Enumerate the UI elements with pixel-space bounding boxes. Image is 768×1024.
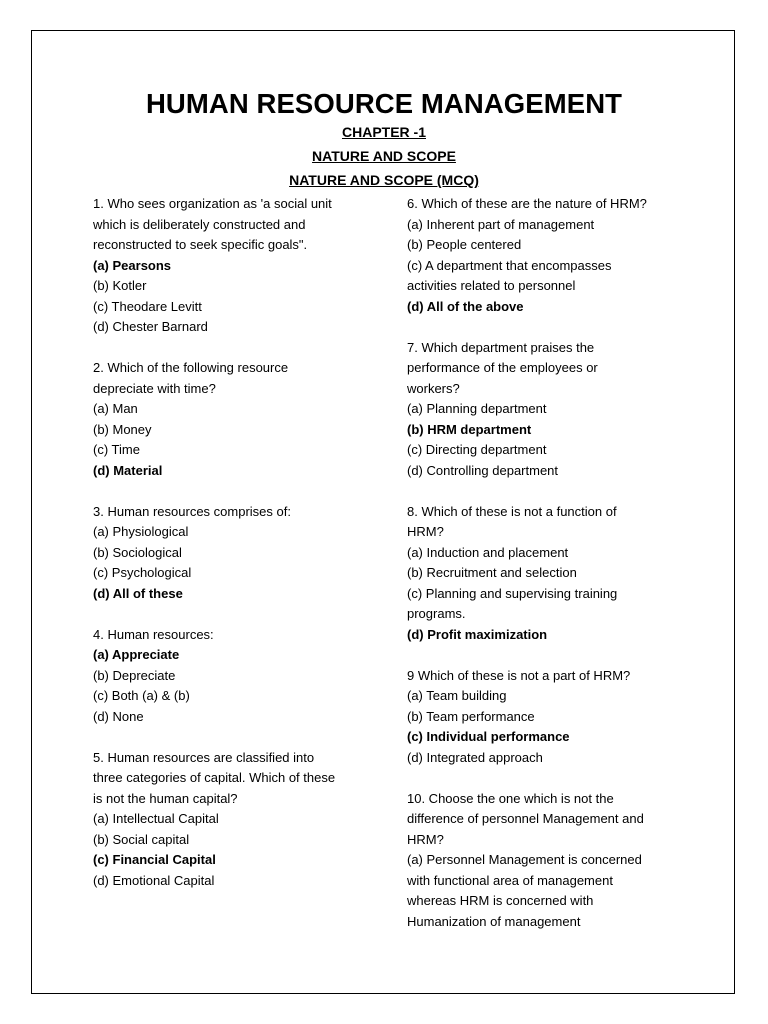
section-heading: NATURE AND SCOPE (MCQ) <box>289 172 479 188</box>
answer-option: (b) Depreciate <box>93 667 176 683</box>
question-block <box>93 502 393 605</box>
question-text: 4. Human resources: <box>93 626 214 642</box>
question-text: 8. Which of these is not a function of <box>407 503 617 519</box>
question-text: reconstructed to seek specific goals". <box>93 237 308 252</box>
answer-option: (a) Physiological <box>93 524 189 539</box>
chapter-heading: CHAPTER -1 <box>341 124 426 140</box>
question-block <box>407 338 697 482</box>
question-text: 1. Who sees organization as 'a social unit <box>93 196 332 211</box>
question-text: performance of the employees or <box>407 360 598 375</box>
answer-option: (a) Personnel Management is concerned <box>407 852 642 867</box>
correct-answer-option: (c) Financial Capital <box>93 852 216 867</box>
question-block <box>407 502 697 646</box>
question-block <box>407 194 697 317</box>
topic-heading: NATURE AND SCOPE <box>312 148 456 164</box>
answer-option: (c) Psychological <box>93 565 192 580</box>
question-text: which is deliberately constructed and <box>93 216 306 232</box>
answer-option: (c) Both (a) & (b) <box>93 688 190 703</box>
answer-option: (a) Team building <box>407 688 507 703</box>
answer-option: (a) Planning department <box>407 401 547 416</box>
question-text: HRM? <box>407 831 444 847</box>
answer-option: (b) Money <box>93 421 152 437</box>
question-text: 7. Which department praises the <box>407 339 595 355</box>
correct-answer-option: (a) Appreciate <box>93 647 180 662</box>
answer-option: (d) Controlling department <box>407 462 559 478</box>
question-block <box>93 625 393 728</box>
question-text: 3. Human resources comprises of: <box>93 503 291 519</box>
left-question-column <box>93 194 393 912</box>
question-text: difference of personnel Management and <box>407 811 644 826</box>
question-block <box>93 194 393 338</box>
answer-option: (b) People centered <box>407 237 522 252</box>
answer-option: (b) Recruitment and selection <box>407 565 577 580</box>
answer-option: (d) Chester Barnard <box>93 319 208 334</box>
answer-option: (a) Inherent part of management <box>407 216 595 232</box>
answer-option: (a) Man <box>93 401 138 416</box>
correct-answer-option: (b) HRM department <box>407 421 532 437</box>
answer-option: (a) Intellectual Capital <box>93 811 219 826</box>
question-text: 6. Which of these are the nature of HRM? <box>407 196 647 211</box>
correct-answer-option: (c) Individual performance <box>407 729 570 744</box>
correct-answer-option: (d) Material <box>93 462 163 478</box>
answer-option: (c) A department that encompasses <box>407 257 612 273</box>
question-text: depreciate with time? <box>93 380 216 396</box>
question-block <box>407 789 697 933</box>
correct-answer-option: (d) All of these <box>93 585 183 601</box>
answer-option: (c) Directing department <box>407 442 547 457</box>
answer-option: (d) Emotional Capital <box>93 872 215 888</box>
answer-option: (c) Time <box>93 442 140 457</box>
answer-option: (a) Induction and placement <box>407 544 569 560</box>
answer-option: (d) Integrated approach <box>407 749 543 765</box>
answer-option: (c) Theodare Levitt <box>93 298 202 314</box>
answer-option: programs. <box>407 606 466 621</box>
answer-option: (b) Kotler <box>93 278 147 293</box>
question-block <box>407 666 697 769</box>
answer-option: Humanization of management <box>407 913 581 929</box>
question-block <box>93 358 393 481</box>
question-text: 9 Which of these is not a part of HRM? <box>407 667 631 683</box>
answer-option: (b) Sociological <box>93 544 182 560</box>
answer-option: whereas HRM is concerned with <box>407 893 594 908</box>
answer-option: with functional area of management <box>407 872 613 888</box>
document-title: HUMAN RESOURCE MANAGEMENT <box>145 88 623 119</box>
answer-option: activities related to personnel <box>407 278 576 293</box>
question-block <box>93 748 393 892</box>
question-text: three categories of capital. Which of these <box>93 770 336 785</box>
answer-option: (d) None <box>93 708 144 724</box>
question-text: is not the human capital? <box>93 790 238 806</box>
right-question-column <box>407 194 697 953</box>
answer-option: (b) Social capital <box>93 831 190 847</box>
question-text: HRM? <box>407 524 444 539</box>
correct-answer-option: (a) Pearsons <box>93 257 172 273</box>
question-text: 5. Human resources are classified into <box>93 749 315 765</box>
answer-option: (c) Planning and supervising training <box>407 585 618 601</box>
correct-answer-option: (d) All of the above <box>407 298 524 314</box>
correct-answer-option: (d) Profit maximization <box>407 626 548 642</box>
question-text: 10. Choose the one which is not the <box>407 790 614 806</box>
answer-option: (b) Team performance <box>407 708 535 724</box>
question-text: 2. Which of the following resource <box>93 360 289 375</box>
question-text: workers? <box>407 380 460 396</box>
